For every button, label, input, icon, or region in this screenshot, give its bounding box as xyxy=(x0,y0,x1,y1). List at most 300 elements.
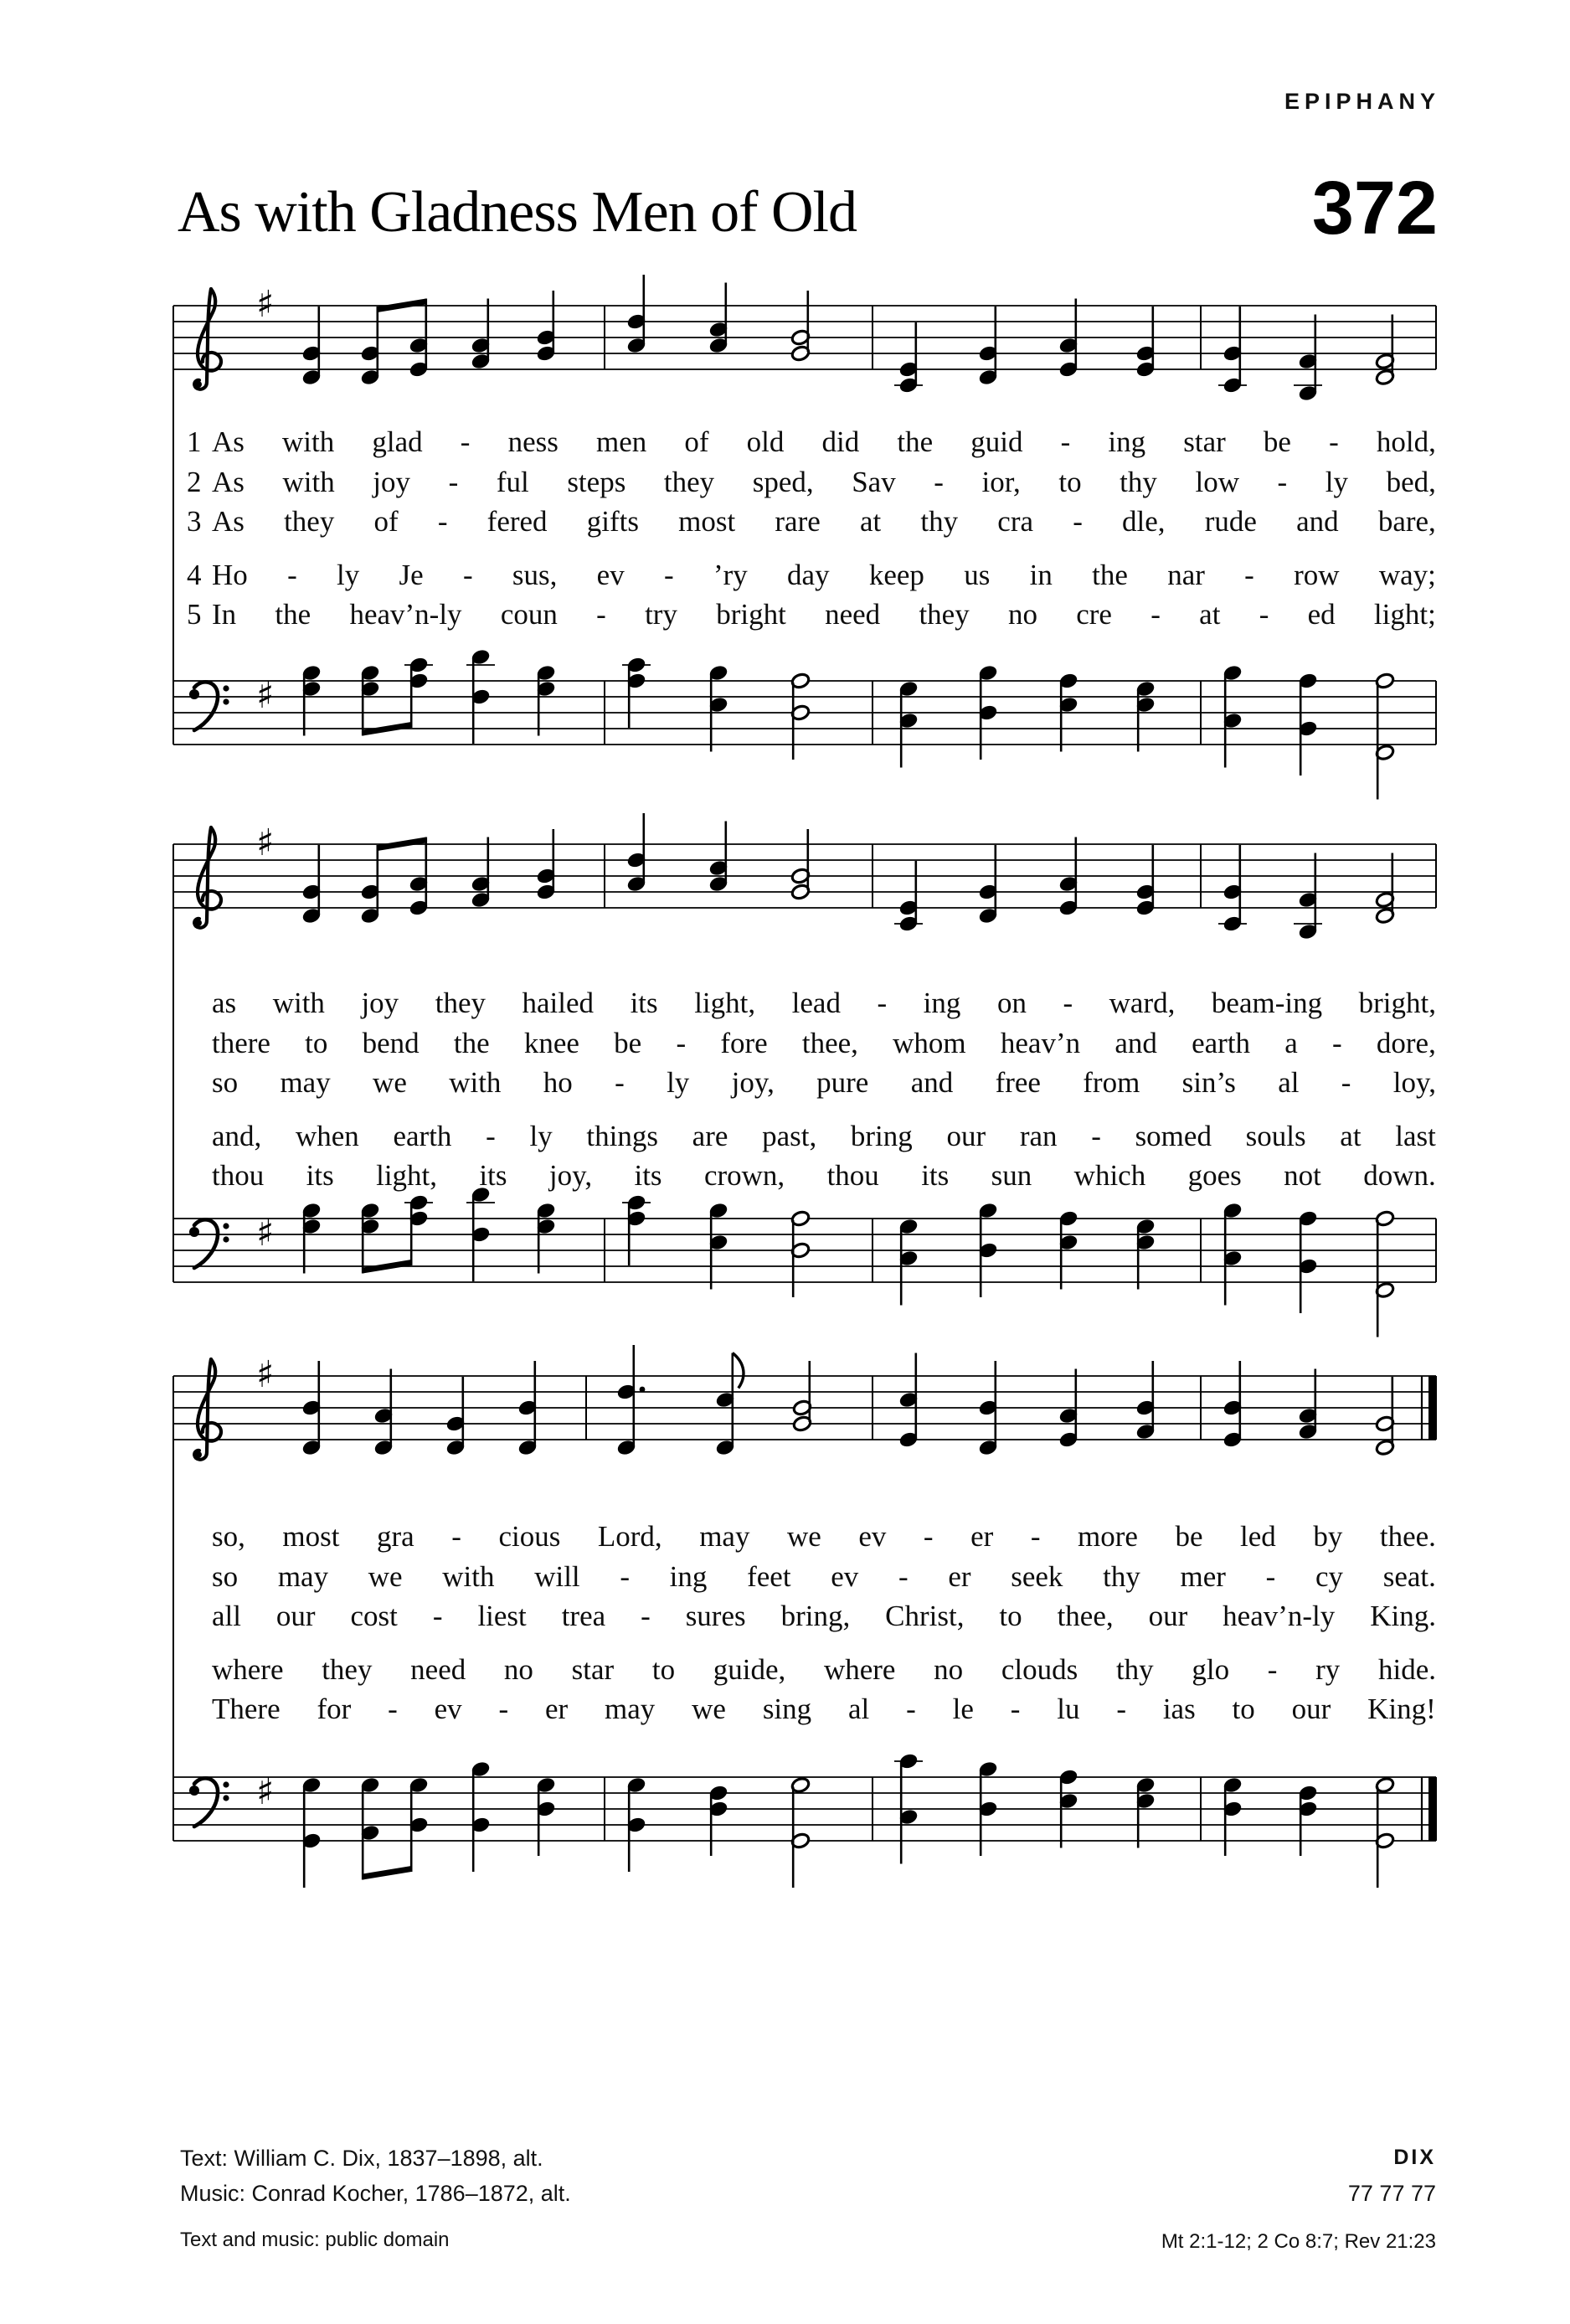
lyric-word: ly xyxy=(337,558,360,591)
lyric-word: ’ry xyxy=(713,558,748,591)
lyric-words xyxy=(212,598,1436,631)
sharp-key-signature: ♯ xyxy=(256,1770,275,1813)
note-chord xyxy=(373,1369,394,1456)
lyric-word: - xyxy=(1010,1693,1021,1725)
sharp-key-signature: ♯ xyxy=(256,1353,275,1396)
note-chord xyxy=(978,845,998,925)
lyric-word: we xyxy=(692,1693,726,1725)
note-chord xyxy=(1294,315,1322,402)
lyric-word: for xyxy=(317,1693,352,1725)
lyric-word: er xyxy=(970,1520,994,1553)
lyric-word: cost xyxy=(350,1600,398,1632)
note-chord xyxy=(790,291,811,362)
note-chord xyxy=(1375,1377,1395,1456)
lyric-word: more xyxy=(1078,1520,1138,1553)
lyric-word: may xyxy=(277,1559,329,1593)
treble-clef-icon xyxy=(194,1359,221,1460)
lyric-line xyxy=(173,1693,1436,1733)
note-chord xyxy=(1058,837,1078,917)
lyric-word: most xyxy=(282,1520,340,1553)
lyric-word: earth xyxy=(1192,1026,1251,1059)
lyric-word: guide, xyxy=(713,1652,786,1686)
lyric-line xyxy=(173,1159,1436,1199)
note-chord xyxy=(715,1353,744,1456)
lyric-word: Sav xyxy=(852,465,896,498)
lyric-word: to xyxy=(1058,465,1082,498)
lyric-word: knee xyxy=(523,1026,579,1059)
text-credit: Text: William C. Dix, 1837–1898, alt. xyxy=(180,2146,543,2171)
lyric-word: - xyxy=(460,425,471,458)
lyric-words xyxy=(212,1600,1436,1633)
note-chord xyxy=(1135,1361,1156,1440)
lyric-word: - xyxy=(1265,1559,1276,1593)
lyric-word: men xyxy=(595,425,647,458)
note-chord xyxy=(708,664,728,751)
lyric-word: joy, xyxy=(548,1159,593,1192)
lyric-word: - xyxy=(615,1066,625,1099)
note-chord xyxy=(626,813,646,893)
note-chord xyxy=(626,275,646,354)
lyric-word: somed xyxy=(1135,1119,1212,1152)
lyric-words xyxy=(212,987,1436,1020)
note-chord xyxy=(1135,1776,1156,1847)
lyric-word: mer xyxy=(1180,1559,1226,1593)
verse-number: 3 xyxy=(187,505,202,538)
page-title: As with Gladness Men of Old xyxy=(178,180,857,245)
note-chord xyxy=(978,664,998,760)
lyric-word: sin’s xyxy=(1181,1066,1236,1099)
lyric-word: gifts xyxy=(586,505,639,538)
lyric-words xyxy=(212,505,1436,538)
lyric-words xyxy=(212,1120,1436,1153)
note-chord xyxy=(301,1202,322,1273)
lyric-word: - xyxy=(1329,425,1339,458)
lyric-word: a xyxy=(1284,1026,1298,1059)
lyric-word: thy xyxy=(1103,1559,1140,1593)
lyric-word: seek xyxy=(1011,1559,1063,1593)
note-chord xyxy=(894,861,923,932)
lyric-word: thou xyxy=(826,1159,879,1192)
lyric-line xyxy=(173,1653,1436,1693)
note-chord xyxy=(360,845,380,925)
lyric-word: nar xyxy=(1167,558,1205,591)
note-chord xyxy=(536,829,556,900)
lyric-word: ev xyxy=(858,1520,887,1553)
note-chord xyxy=(536,1202,556,1273)
lyric-word: - xyxy=(287,558,297,591)
lyric-word: hold, xyxy=(1376,425,1436,458)
lyric-word: - xyxy=(1030,1520,1041,1553)
lyric-word: glo xyxy=(1192,1652,1230,1686)
lyric-word: to xyxy=(305,1026,328,1059)
lyric-word: to xyxy=(651,1652,676,1686)
lyric-word: ing xyxy=(1108,425,1146,458)
lyric-word: le xyxy=(952,1693,974,1725)
lyric-word: bare, xyxy=(1377,505,1436,538)
lyric-word: As xyxy=(212,465,245,498)
treble-clef-icon xyxy=(194,827,221,928)
lyric-word: need xyxy=(410,1652,466,1686)
lyric-word: so, xyxy=(212,1520,245,1553)
note-chord xyxy=(536,1776,556,1856)
lyric-word: with xyxy=(442,1559,495,1593)
lyric-word: our xyxy=(1148,1600,1188,1632)
note-chord xyxy=(1058,1769,1078,1848)
note-chord xyxy=(1298,1369,1318,1440)
lyric-word: - xyxy=(498,1693,509,1725)
lyric-line xyxy=(173,987,1436,1027)
lyric-word: - xyxy=(596,598,606,631)
note-chord xyxy=(1375,315,1395,386)
lyric-word: ias xyxy=(1162,1693,1196,1725)
note-chord xyxy=(471,299,491,370)
lyric-word: not xyxy=(1284,1159,1321,1192)
lyric-word: heav’n-ly xyxy=(349,598,462,631)
lyric-word: no xyxy=(1007,598,1037,631)
lyric-word: - xyxy=(877,987,888,1019)
lyric-word: thee, xyxy=(801,1026,858,1059)
lyric-word: - xyxy=(1116,1693,1126,1725)
lyric-word: bright, xyxy=(1358,987,1436,1019)
lyric-line xyxy=(173,598,1436,638)
lyric-word: - xyxy=(437,505,448,538)
lyric-word: no xyxy=(503,1652,533,1686)
lyric-word: we xyxy=(368,1559,403,1593)
note-chord xyxy=(626,1776,646,1872)
lyric-word: of xyxy=(373,505,399,538)
lyric-word: Ho xyxy=(212,558,248,591)
lyric-word: no xyxy=(934,1652,964,1686)
lyric-word: all xyxy=(212,1600,241,1632)
lyric-word: its xyxy=(921,1159,950,1192)
lyric-word: may xyxy=(280,1066,331,1099)
lyric-line xyxy=(173,1520,1436,1560)
lyric-word: loy, xyxy=(1392,1066,1436,1099)
note-chord xyxy=(301,664,322,735)
lyric-word: dle, xyxy=(1122,505,1166,538)
lyrics-block-1 xyxy=(173,425,1436,638)
lyric-line xyxy=(173,559,1436,599)
lyric-word: thy xyxy=(1120,465,1157,498)
lyric-word: - xyxy=(432,1600,443,1632)
sharp-key-signature: ♯ xyxy=(256,1212,275,1255)
verse-number: 4 xyxy=(187,558,202,591)
lyric-word: its xyxy=(306,1159,334,1192)
lyric-word: ly xyxy=(667,1066,690,1099)
lyric-word: bed, xyxy=(1386,465,1436,498)
note-chord xyxy=(471,837,491,909)
lyric-word: King. xyxy=(1370,1600,1436,1632)
note-chord xyxy=(1218,307,1247,394)
lyric-word: goes xyxy=(1187,1159,1242,1192)
lyric-word: sures xyxy=(685,1600,746,1632)
note-chord xyxy=(978,1202,998,1297)
lyric-word: sus, xyxy=(512,558,558,591)
lyric-word: so xyxy=(212,1066,239,1099)
lyric-word: ev xyxy=(596,558,625,591)
sharp-key-signature: ♯ xyxy=(256,674,275,717)
lyric-word: free xyxy=(995,1066,1041,1099)
note-chord xyxy=(708,1202,728,1289)
lyric-word: led xyxy=(1240,1520,1276,1553)
lyric-word: they xyxy=(435,987,486,1019)
lyric-word: Lord, xyxy=(597,1520,662,1553)
lyric-word: did xyxy=(821,425,860,458)
lyric-word: need xyxy=(825,598,881,631)
lyric-word: dore, xyxy=(1376,1026,1436,1059)
lyric-word: - xyxy=(1091,1119,1101,1152)
lyric-word: will xyxy=(534,1559,580,1593)
lyric-word: low xyxy=(1195,465,1239,498)
sharp-key-signature: ♯ xyxy=(256,822,275,864)
lyric-words xyxy=(212,1066,1436,1100)
lyric-word: thee, xyxy=(1057,1600,1114,1632)
lyric-word: light, xyxy=(376,1159,438,1192)
lyric-line xyxy=(173,1600,1436,1640)
lyric-word: trea xyxy=(561,1600,606,1632)
lyric-word: rude xyxy=(1204,505,1257,538)
lyric-word: so xyxy=(212,1559,239,1593)
treble-staff-system-2 xyxy=(117,756,1490,972)
lyric-word: coun xyxy=(500,598,558,631)
note-chord xyxy=(898,1353,919,1449)
note-chord xyxy=(894,1753,923,1864)
lyric-word: which xyxy=(1073,1159,1146,1192)
lyric-word: by xyxy=(1313,1520,1343,1553)
lyric-word: with xyxy=(449,1066,502,1099)
lyrics-block-2 xyxy=(173,987,1436,1199)
hymn-number: 372 xyxy=(1311,167,1438,250)
note-chord xyxy=(790,672,811,760)
lyric-word: cious xyxy=(498,1520,561,1553)
note-chord xyxy=(301,845,322,925)
lyric-word: sun xyxy=(991,1159,1032,1192)
lyric-word: lead xyxy=(791,987,841,1019)
lyric-word: last xyxy=(1395,1119,1436,1152)
note-chord xyxy=(301,307,322,386)
lyric-word: - xyxy=(664,558,674,591)
lyric-word: - xyxy=(448,465,459,498)
lyric-word: and, xyxy=(212,1119,262,1152)
lyric-words xyxy=(212,1159,1436,1193)
lyric-word: - xyxy=(1267,1652,1278,1686)
lyric-word: gra xyxy=(377,1520,414,1553)
lyric-words xyxy=(212,1560,1436,1594)
treble-staff-system-1 xyxy=(117,218,1490,434)
note-chord xyxy=(708,822,728,893)
lyric-word: they xyxy=(284,505,335,538)
final-barline-thick xyxy=(1428,1777,1437,1841)
lyric-word: - xyxy=(620,1559,630,1593)
note-chord xyxy=(1058,1210,1078,1290)
lyric-word: pure xyxy=(816,1066,869,1099)
verse-number: 5 xyxy=(187,598,202,631)
lyric-line xyxy=(173,1560,1436,1600)
lyric-word: - xyxy=(388,1693,398,1725)
lyric-word: Je xyxy=(399,558,424,591)
scripture-references: Mt 2:1-12; 2 Co 8:7; Rev 21:23 xyxy=(1161,2230,1436,2253)
lyric-word: - xyxy=(934,465,944,498)
note-chord xyxy=(978,307,998,386)
lyric-word: our xyxy=(1291,1693,1331,1725)
lyric-word: - xyxy=(1277,465,1288,498)
lyric-word: hide. xyxy=(1377,1652,1436,1686)
lyric-word: down. xyxy=(1363,1159,1436,1192)
lyric-word: we xyxy=(786,1520,821,1553)
note-chord xyxy=(404,657,433,728)
lyric-word: whom xyxy=(893,1026,966,1059)
lyric-word: glad xyxy=(372,425,423,458)
note-chord xyxy=(708,283,728,354)
bass-clef-icon xyxy=(189,1778,229,1827)
lyric-word: and xyxy=(1296,505,1339,538)
note-chord xyxy=(978,1361,998,1456)
lyric-word: thy xyxy=(920,505,959,538)
lyric-word: the xyxy=(1092,558,1128,591)
lyric-word: ing xyxy=(923,987,961,1019)
bass-clef-icon xyxy=(189,682,229,730)
lyric-word: with xyxy=(272,987,325,1019)
lyric-word: al xyxy=(1278,1066,1300,1099)
lyric-word: lu xyxy=(1057,1693,1080,1725)
note-chord xyxy=(1223,1361,1243,1448)
note-chord xyxy=(790,829,811,900)
lyric-word: - xyxy=(1073,505,1083,538)
lyric-word: thee. xyxy=(1379,1520,1436,1553)
verse-number: 2 xyxy=(187,465,202,498)
lyric-word: be xyxy=(1263,425,1291,458)
note-chord xyxy=(1223,1776,1243,1856)
lyric-word: ev xyxy=(434,1693,462,1725)
lyric-words xyxy=(212,1653,1436,1687)
lyric-word: with xyxy=(282,465,335,498)
note-chord xyxy=(1218,845,1247,932)
lyric-word: - xyxy=(1341,1066,1351,1099)
lyric-word: joy xyxy=(373,465,411,498)
note-chord xyxy=(301,1361,322,1456)
lyric-word: they xyxy=(919,598,970,631)
lyric-word: where xyxy=(212,1652,284,1686)
note-chord xyxy=(790,1210,811,1297)
lyric-word: its xyxy=(479,1159,507,1192)
running-head-season: EPIPHANY xyxy=(1284,89,1440,114)
lyric-word: when xyxy=(295,1119,359,1152)
lyric-words xyxy=(212,1027,1436,1060)
note-chord xyxy=(1298,1785,1318,1856)
lyric-word: earth xyxy=(393,1119,452,1152)
lyric-word: things xyxy=(586,1119,658,1152)
lyric-word: on xyxy=(996,987,1027,1019)
lyric-word: its xyxy=(630,987,658,1019)
lyric-word: ho xyxy=(543,1066,573,1099)
lyric-word: crown, xyxy=(703,1159,785,1192)
lyric-word: sped, xyxy=(752,465,814,498)
lyric-word: - xyxy=(676,1026,687,1059)
treble-staff-system-3 xyxy=(117,1288,1490,1504)
note-chord xyxy=(404,1194,433,1265)
lyric-word: and xyxy=(1114,1026,1157,1059)
note-chord xyxy=(517,1361,538,1456)
note-chord xyxy=(1135,680,1156,751)
sharp-key-signature: ♯ xyxy=(256,283,275,326)
lyric-word: - xyxy=(486,1119,496,1152)
lyric-word: at xyxy=(859,505,882,538)
lyric-word: ness xyxy=(507,425,559,458)
lyric-word: liest xyxy=(477,1600,527,1632)
lyric-word: er xyxy=(545,1693,569,1725)
lyric-word: in xyxy=(1029,558,1053,591)
note-chord xyxy=(978,1760,998,1856)
treble-clef-icon xyxy=(194,289,221,389)
lyric-word: at xyxy=(1199,598,1221,631)
note-chord xyxy=(466,1186,495,1281)
lyric-word: of xyxy=(684,425,709,458)
lyric-word: fore xyxy=(720,1026,768,1059)
lyric-word: as xyxy=(212,987,237,1019)
note-chord xyxy=(409,299,429,379)
lyric-word: - xyxy=(1150,598,1161,631)
lyric-words xyxy=(212,1693,1436,1726)
note-chord xyxy=(1294,853,1322,940)
lyric-word: they xyxy=(663,465,715,498)
lyric-word: - xyxy=(906,1693,916,1725)
lyric-word: cra xyxy=(997,505,1034,538)
lyric-line xyxy=(173,425,1436,466)
lyric-word: to xyxy=(999,1600,1022,1632)
lyric-word: ior, xyxy=(981,465,1021,498)
lyric-word: the xyxy=(453,1026,490,1059)
lyric-word: - xyxy=(451,1520,461,1553)
lyric-word: day xyxy=(787,558,830,591)
lyric-word: ful xyxy=(496,465,529,498)
lyrics-block-3 xyxy=(173,1520,1436,1733)
note-chord xyxy=(360,1202,380,1273)
lyric-word: feet xyxy=(747,1559,791,1593)
lyric-word: to xyxy=(1232,1693,1255,1725)
lyric-word: with xyxy=(282,425,335,458)
lyric-word: bright xyxy=(716,598,786,631)
lyric-word: they xyxy=(322,1652,373,1686)
note-chord xyxy=(1135,307,1156,378)
note-chord xyxy=(466,648,495,744)
lyric-word: from xyxy=(1083,1066,1140,1099)
lyric-word: its xyxy=(634,1159,662,1192)
lyric-word: - xyxy=(641,1600,651,1632)
lyric-word: us xyxy=(964,558,991,591)
lyric-word: souls xyxy=(1245,1119,1306,1152)
lyric-word: cre xyxy=(1076,598,1112,631)
lyric-word: where xyxy=(823,1652,896,1686)
lyric-words xyxy=(212,559,1436,592)
lyric-word: the xyxy=(275,598,311,631)
note-chord xyxy=(1058,299,1078,379)
lyric-word: row xyxy=(1294,558,1340,591)
lyric-word: fered xyxy=(486,505,548,538)
lyric-word: - xyxy=(1259,598,1269,631)
lyric-word: thou xyxy=(212,1159,265,1192)
lyric-word: our xyxy=(275,1600,316,1632)
lyric-word: most xyxy=(678,505,736,538)
lyric-word: In xyxy=(212,598,237,631)
lyric-word: light; xyxy=(1373,598,1436,631)
final-barline-thick xyxy=(1428,1376,1437,1440)
lyric-word: the xyxy=(897,425,934,458)
lyric-words xyxy=(212,425,1436,459)
note-chord xyxy=(536,664,556,735)
note-chord xyxy=(360,1776,380,1879)
lyric-word: As xyxy=(212,425,245,458)
lyric-word: clouds xyxy=(1001,1652,1078,1686)
